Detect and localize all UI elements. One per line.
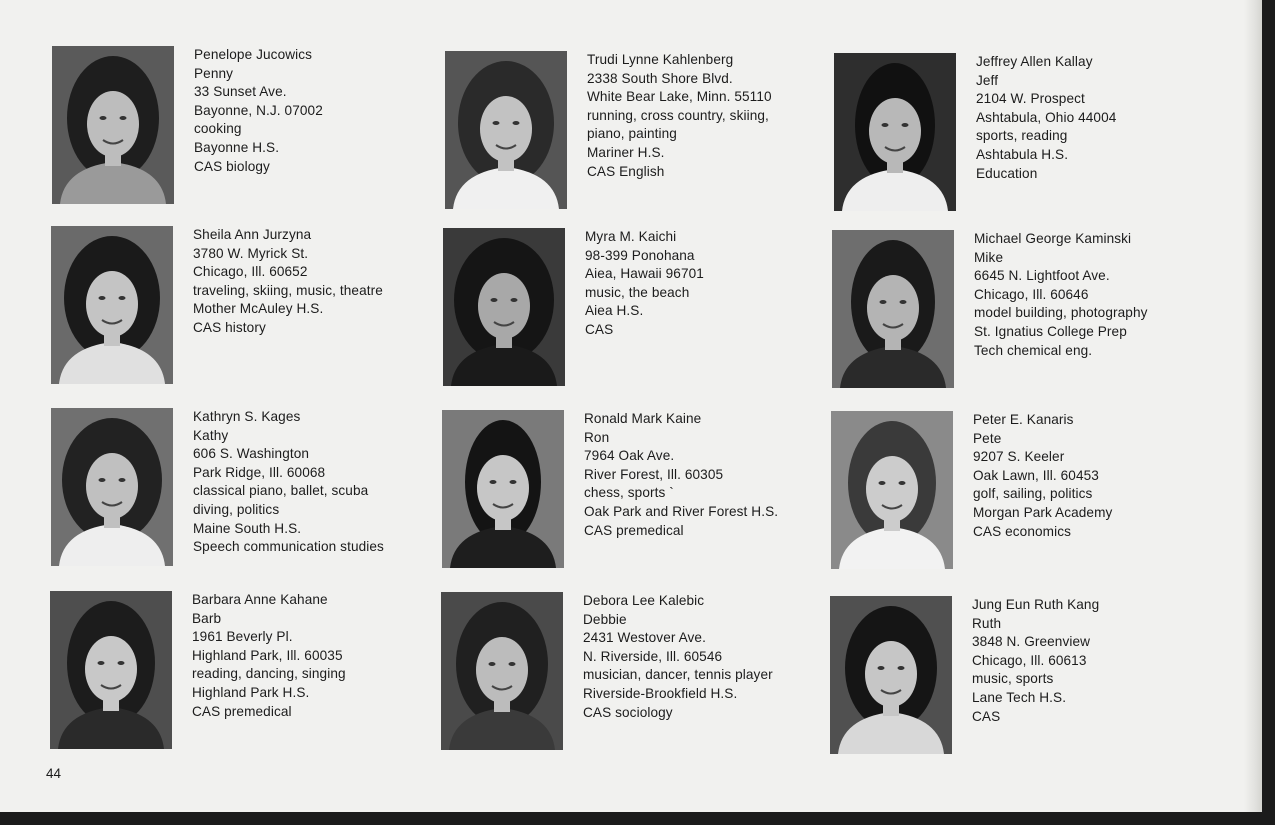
student-detail: Lane Tech H.S. [972, 689, 1067, 705]
portrait-eye [100, 116, 107, 120]
student-detail: CAS sociology [583, 704, 673, 720]
portrait-face [869, 98, 921, 164]
portrait-eye [879, 481, 886, 485]
student-detail: CAS [972, 708, 1001, 724]
student-detail: Tech chemical eng. [974, 342, 1093, 358]
student-detail: Bayonne H.S. [194, 139, 280, 155]
portrait-eye [882, 123, 889, 127]
page-number: 44 [46, 766, 62, 781]
student-detail: CAS English [587, 163, 665, 179]
student-portrait [831, 411, 953, 569]
portrait-silhouette [445, 51, 567, 209]
student-detail: running, cross country, skiing, [587, 107, 769, 123]
portrait-eye [878, 666, 885, 670]
student-info [192, 591, 346, 721]
student-entry [445, 51, 835, 216]
portrait-face [87, 91, 139, 157]
portrait-eye [99, 296, 106, 300]
student-portrait [445, 51, 567, 209]
student-name: Myra M. Kaichi [585, 229, 677, 244]
student-detail: 3848 N. Greenview [972, 634, 1091, 650]
student-name: Peter E. Kanaris [973, 412, 1074, 427]
student-detail: 9207 S. Keeler [973, 449, 1065, 465]
student-detail: piano, painting [587, 126, 677, 142]
portrait-face [86, 453, 138, 519]
portrait-silhouette [442, 410, 564, 568]
portrait-silhouette [830, 596, 952, 754]
student-detail: CAS premedical [192, 703, 292, 719]
student-name: Trudi Lynne Kahlenberg [587, 52, 734, 67]
student-info [583, 592, 773, 722]
portrait-silhouette [51, 408, 173, 566]
student-name: Ronald Mark Kaine [584, 411, 702, 426]
student-portrait [51, 408, 173, 566]
portrait-face [867, 275, 919, 341]
student-entry [443, 228, 833, 393]
portrait-face [478, 273, 530, 339]
portrait-face [85, 636, 137, 702]
portrait-face [866, 456, 918, 522]
student-portrait [832, 230, 954, 388]
portrait-eye [119, 478, 126, 482]
portrait-eye [119, 296, 126, 300]
student-detail: Barb [192, 610, 222, 626]
student-detail: River Forest, Ill. 60305 [584, 466, 724, 482]
portrait-eye [118, 661, 125, 665]
student-detail: cooking [194, 121, 242, 137]
student-detail: Highland Park H.S. [192, 684, 310, 700]
student-name: Penelope Jucowics [194, 47, 313, 62]
student-detail: Ashtabula H.S. [976, 146, 1069, 162]
portrait-eye [489, 662, 496, 666]
student-detail: CAS premedical [584, 522, 684, 538]
student-info [193, 226, 383, 338]
student-portrait [52, 46, 174, 204]
portrait-silhouette [832, 230, 954, 388]
student-portrait [50, 591, 172, 749]
student-detail: music, the beach [585, 284, 690, 300]
student-info [194, 46, 323, 176]
portrait-face [86, 271, 138, 337]
student-entry [441, 592, 831, 757]
portrait-face [476, 637, 528, 703]
student-portrait [834, 53, 956, 211]
student-detail: 98-399 Ponohana [585, 247, 695, 263]
student-detail: Chicago, Ill. 60646 [974, 286, 1089, 302]
portrait-eye [491, 298, 498, 302]
portrait-face [865, 641, 917, 707]
student-detail: Education [976, 165, 1038, 181]
student-detail: Jeff [976, 72, 999, 88]
student-detail: White Bear Lake, Minn. 55110 [587, 89, 772, 105]
student-detail: Chicago, Ill. 60652 [193, 264, 308, 280]
student-detail: Ron [584, 429, 610, 445]
student-name: Debora Lee Kalebic [583, 593, 705, 608]
portrait-eye [900, 300, 907, 304]
student-portrait [51, 226, 173, 384]
student-entry [50, 591, 440, 756]
student-name: Michael George Kaminski [974, 231, 1132, 246]
student-detail: Ashtabula, Ohio 44004 [976, 109, 1117, 125]
student-info [973, 411, 1112, 541]
student-detail: traveling, skiing, music, theatre [193, 282, 383, 298]
student-name: Barbara Anne Kahane [192, 592, 328, 607]
portrait-eye [899, 481, 906, 485]
student-detail: 1961 Beverly Pl. [192, 629, 293, 645]
portrait-silhouette [443, 228, 565, 386]
portrait-eye [511, 298, 518, 302]
student-detail: 2104 W. Prospect [976, 91, 1085, 107]
student-detail: reading, dancing, singing [192, 666, 346, 682]
student-detail: CAS economics [973, 523, 1072, 539]
student-portrait [443, 228, 565, 386]
student-detail: Maine South H.S. [193, 520, 302, 536]
student-info [584, 410, 778, 540]
student-detail: golf, sailing, politics [973, 486, 1093, 502]
student-detail: Aiea, Hawaii 96701 [585, 266, 704, 282]
student-entry [830, 596, 1220, 761]
student-portrait [441, 592, 563, 750]
student-detail: St. Ignatius College Prep [974, 323, 1127, 339]
student-portrait [830, 596, 952, 754]
student-entry [834, 53, 1224, 218]
student-info [585, 228, 704, 340]
student-entry [831, 411, 1221, 576]
student-entry [832, 230, 1222, 395]
student-detail: Oak Lawn, Ill. 60453 [973, 467, 1099, 483]
student-detail: diving, politics [193, 501, 280, 517]
portrait-eye [902, 123, 909, 127]
portrait-silhouette [50, 591, 172, 749]
student-detail: Penny [194, 65, 234, 81]
student-detail: Morgan Park Academy [973, 504, 1113, 520]
student-detail: Speech communication studies [193, 539, 384, 555]
portrait-silhouette [831, 411, 953, 569]
student-info [974, 230, 1148, 360]
student-detail: 3780 W. Myrick St. [193, 245, 309, 261]
student-detail: Aiea H.S. [585, 303, 644, 319]
portrait-silhouette [52, 46, 174, 204]
portrait-eye [120, 116, 127, 120]
portrait-eye [493, 121, 500, 125]
student-portrait [442, 410, 564, 568]
portrait-eye [99, 478, 106, 482]
student-detail: Highland Park, Ill. 60035 [192, 647, 343, 663]
student-detail: model building, photography [974, 305, 1148, 321]
student-detail: chess, sports ` [584, 485, 674, 501]
student-entry [51, 408, 441, 573]
student-detail: 2431 Westover Ave. [583, 630, 706, 646]
student-name: Sheila Ann Jurzyna [193, 227, 312, 242]
student-detail: Park Ridge, Ill. 60068 [193, 464, 326, 480]
student-detail: N. Riverside, Ill. 60546 [583, 648, 723, 664]
student-detail: 6645 N. Lightfoot Ave. [974, 268, 1110, 284]
student-detail: 7964 Oak Ave. [584, 448, 675, 464]
portrait-eye [513, 121, 520, 125]
student-detail: Debbie [583, 611, 627, 627]
student-detail: Pete [973, 430, 1002, 446]
portrait-eye [898, 666, 905, 670]
student-detail: Mariner H.S. [587, 144, 665, 160]
portrait-eye [490, 480, 497, 484]
portrait-silhouette [441, 592, 563, 750]
student-detail: music, sports [972, 671, 1054, 687]
portrait-face [480, 96, 532, 162]
student-name: Jeffrey Allen Kallay [976, 54, 1093, 69]
portrait-silhouette [834, 53, 956, 211]
page-spine-shadow [1244, 0, 1262, 812]
student-detail: 33 Sunset Ave. [194, 84, 287, 100]
portrait-eye [98, 661, 105, 665]
student-detail: Chicago, Ill. 60613 [972, 652, 1087, 668]
student-detail: musician, dancer, tennis player [583, 667, 773, 683]
student-name: Kathryn S. Kages [193, 409, 301, 424]
portrait-eye [510, 480, 517, 484]
student-detail: Ruth [972, 615, 1002, 631]
portrait-silhouette [51, 226, 173, 384]
student-entry [52, 46, 442, 211]
portrait-eye [509, 662, 516, 666]
student-detail: Oak Park and River Forest H.S. [584, 503, 779, 519]
student-detail: Kathy [193, 427, 229, 443]
student-detail: 606 S. Washington [193, 446, 310, 462]
student-detail: 2338 South Shore Blvd. [587, 70, 733, 86]
student-entry [51, 226, 441, 391]
student-detail: classical piano, ballet, scuba [193, 483, 369, 499]
student-detail: Mike [974, 249, 1004, 265]
student-detail: CAS history [193, 319, 266, 335]
student-name: Jung Eun Ruth Kang [972, 597, 1100, 612]
student-info [193, 408, 384, 557]
student-detail: CAS [585, 321, 614, 337]
student-detail: Riverside-Brookfield H.S. [583, 685, 738, 701]
student-detail: CAS biology [194, 158, 270, 174]
portrait-face [477, 455, 529, 521]
student-detail: Bayonne, N.J. 07002 [194, 102, 323, 118]
portrait-eye [880, 300, 887, 304]
student-entry [442, 410, 832, 575]
student-info [972, 596, 1099, 726]
student-info [587, 51, 772, 181]
student-info [976, 53, 1116, 183]
student-detail: sports, reading [976, 128, 1068, 144]
student-detail: Mother McAuley H.S. [193, 301, 324, 317]
